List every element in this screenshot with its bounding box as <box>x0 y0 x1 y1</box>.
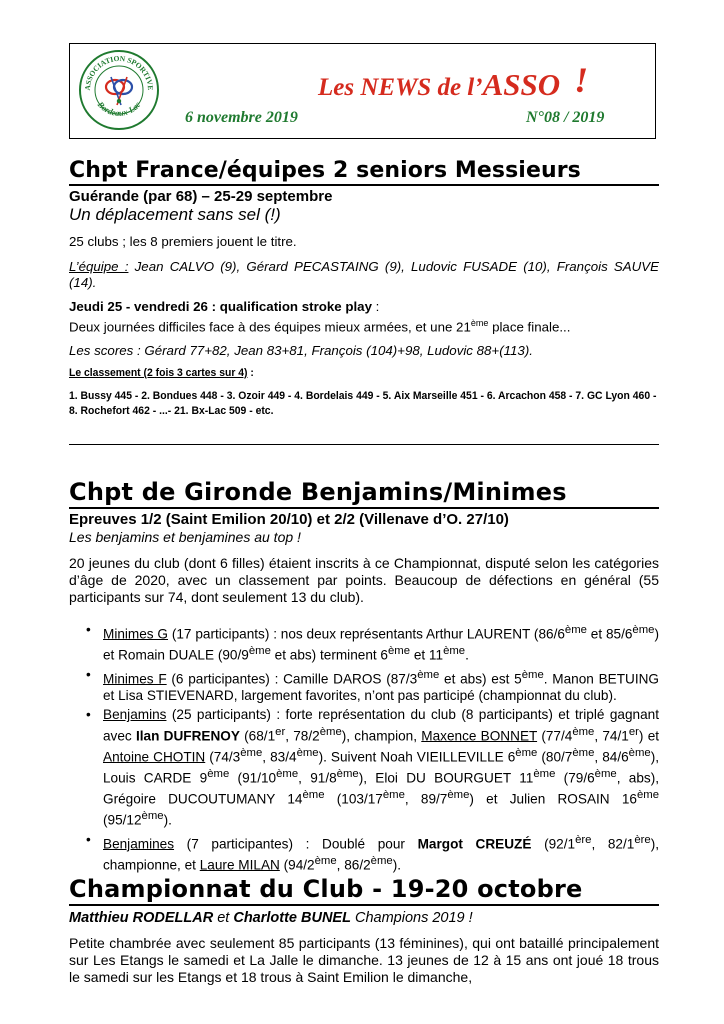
ordinal: ème <box>515 746 538 759</box>
item-text: ). <box>163 812 172 828</box>
item-text: ), Louis CARDE 9 <box>103 749 660 786</box>
logo-text-bottom: Bordeaux-Lac <box>95 99 143 118</box>
category-label: Benjamins <box>103 707 167 723</box>
item-text: (77/4 <box>537 728 573 744</box>
item-text: (25 participants) : forte représentation du club (8 participants) et triplé gagnant avec <box>103 707 659 744</box>
title-part1: Les NEWS de l’ <box>318 74 483 101</box>
section1-tagline: Un déplacement sans sel (!) <box>69 204 281 224</box>
section2-title: Chpt de Gironde Benjamins/Minimes <box>69 478 567 506</box>
item-text: (92/1 <box>531 836 576 852</box>
category-label: Minimes G <box>103 626 169 642</box>
section-gironde-championship <box>69 478 659 877</box>
section3-title-rule <box>69 904 659 906</box>
days-text-a: Deux journées difficiles face à des équipes mieux armées, et une 21 <box>69 318 471 334</box>
item-text: ), champion, <box>341 728 422 744</box>
ranking-label-line <box>69 366 658 381</box>
item-text: . <box>465 647 469 663</box>
item-text: (6 participantes) : Camille DAROS (87/3 <box>166 671 418 687</box>
player-name: Laure MILAN <box>199 857 280 873</box>
item-text: et 11 <box>410 647 444 663</box>
player-name: Maxence BONNET <box>421 728 538 744</box>
title-bang: ! <box>574 60 589 100</box>
days-colon: : <box>371 298 380 314</box>
item-text: , 78/2 <box>285 728 320 744</box>
item-text: (95/12 <box>103 812 142 828</box>
issue-number: N°08 / 2019 <box>526 109 605 126</box>
item-text: ) et Julien ROSAIN 16 <box>469 791 637 807</box>
section1-days <box>69 299 659 335</box>
ordinal: ème <box>443 644 466 657</box>
bullet: • <box>86 666 91 682</box>
ranking-colon: : <box>247 366 254 379</box>
section3-intro: Petite chambrée avec seulement 85 participants (13 féminines), qui ont bataillé principalement sur Les Etangs le samedi et La Jalle le dimanche. 13 jeunes de 12 à 15 ans ont joué 18 trous le samedi sur les Etangs et 18 trous à Saint Emilion le dimanche, <box>69 934 659 985</box>
item-text: et abs) terminent 6 <box>270 647 388 663</box>
section1-title-rule <box>69 184 659 186</box>
ordinal: ème <box>628 746 651 759</box>
bullet: • <box>86 831 91 847</box>
item-text: (91/10 <box>229 770 277 786</box>
item-text: (7 participantes) : Doublé pour <box>174 836 418 852</box>
champion-women: Charlotte BUNEL <box>233 909 351 926</box>
ranking-text: 1. Bussy 445 - 2. Bondues 448 - 3. Ozoir 449 - 4. Bordelais 449 - 5. Aix Marseille 451 - 6. Arcachon 458 - 7. GC Lyon 460 - 8. Rochefort 462 - ...- 21. Bx-Lac 509 - etc. <box>69 389 657 417</box>
winner-name: Margot CREUZÉ <box>417 836 532 852</box>
section2-subhead: Epreuves 1/2 (Saint Emilion 20/10) et 2/2 (Villenave d’O. 27/10) <box>69 510 509 528</box>
ordinal: ème <box>447 788 470 801</box>
list-item-minimes-f <box>69 667 659 705</box>
champion-men: Matthieu RODELLAR <box>69 909 214 926</box>
team-text: Jean CALVO (9), Gérard PECASTAING (9), Ludovic FUSADE (10), François SAUVE (14). <box>69 258 660 290</box>
ordinal: ème <box>632 623 655 636</box>
item-text: (80/7 <box>537 749 573 765</box>
item-text: , 82/1 <box>591 836 635 852</box>
item-text: , abs), Grégoire DUCOUTUMANY 14 <box>103 770 659 807</box>
ordinal: ème <box>276 767 299 780</box>
ordinal: ère <box>575 833 592 846</box>
section-team-championship <box>69 158 659 419</box>
player-name: Antoine CHOTIN <box>103 749 206 765</box>
item-text: , 83/4 <box>262 749 297 765</box>
ordinal: ère <box>634 833 651 846</box>
item-text: ). <box>392 857 402 873</box>
ordinal: er <box>275 725 286 738</box>
ordinal: ème <box>533 767 556 780</box>
ordinal: ème <box>564 623 587 636</box>
item-text: (68/1 <box>239 728 276 744</box>
days-sup: ème <box>470 317 489 328</box>
item-text: ) et <box>638 728 660 744</box>
ordinal: ème <box>141 809 164 822</box>
section-club-championship <box>69 875 659 986</box>
ordinal: ème <box>388 644 411 657</box>
item-text: . Manon BETUING et Lisa STIEVENARD, largement favorites, n’ont pas participé (championnat du club). <box>103 671 659 703</box>
ordinal: ème <box>521 668 544 681</box>
item-text: , 89/7 <box>404 791 448 807</box>
section-separator <box>69 444 659 445</box>
list-item-benjamines <box>69 832 659 874</box>
tagline-text: et <box>213 909 234 926</box>
ordinal: ème <box>417 668 440 681</box>
ordinal: ème <box>382 788 405 801</box>
item-text: ). Suivent Noah VIEILLEVILLE 6 <box>318 749 516 765</box>
item-text: (79/6 <box>555 770 595 786</box>
ordinal: ème <box>594 767 617 780</box>
ordinal: ème <box>240 746 263 759</box>
list-item-minimes-g <box>69 622 659 664</box>
ordinal: ème <box>636 788 660 801</box>
newsletter-title <box>318 62 588 104</box>
ordinal: ème <box>572 746 595 759</box>
section2-intro: 20 jeunes du club (dont 6 filles) étaient inscrits à ce Championnat, disputé selon les catégories d’âge de 2020, avec un classement par points. Beaucoup de défections en général (55 participants sur 74, dont seulement 13 du club). <box>69 554 659 605</box>
list-item-benjamins <box>69 707 659 829</box>
section2-title-rule <box>69 507 659 509</box>
ordinal: ème <box>314 854 337 867</box>
ordinal: ème <box>572 725 595 738</box>
item-text: , 91/8 <box>298 770 337 786</box>
tagline-text: Champions 2019 ! <box>350 909 473 926</box>
item-text: et abs) est 5 <box>439 671 522 687</box>
category-label: Benjamines <box>103 836 175 852</box>
ordinal: ème <box>370 854 393 867</box>
team-label: L’équipe : <box>69 258 129 274</box>
section1-scores: Les scores : Gérard 77+82, Jean 83+81, François (104)+98, Ludovic 88+(113). <box>69 342 533 358</box>
title-part2: ASSO <box>482 67 561 102</box>
ordinal: ème <box>248 644 271 657</box>
newsletter-header <box>69 43 656 139</box>
ordinal: ème <box>302 788 325 801</box>
ordinal: er <box>628 725 639 738</box>
item-text: , 86/2 <box>336 857 371 873</box>
ordinal: ème <box>336 767 359 780</box>
item-text: (17 participants) : nos deux représentants Arthur LAURENT (86/6 <box>168 626 565 642</box>
bullet: • <box>86 621 91 637</box>
item-text: ), Eloi DU BOURGUET 11 <box>358 770 534 786</box>
ordinal: ème <box>319 725 342 738</box>
category-label: Minimes F <box>103 671 167 687</box>
days-text-b: place finale... <box>488 318 571 334</box>
ranking-label: Le classement (2 fois 3 cartes sur 4) <box>69 366 248 379</box>
ordinal: ème <box>296 746 319 759</box>
section2-tagline: Les benjamins et benjamines au top ! <box>69 528 301 545</box>
issue-date: 6 novembre 2019 <box>185 109 298 126</box>
logo-text-top: ASSOCIATION SPORTIVE <box>82 53 156 91</box>
results-list <box>69 622 659 874</box>
item-text: ), championne, et <box>103 836 659 873</box>
item-text: ) et Romain DUALE (90/9 <box>103 626 659 663</box>
ordinal: ème <box>207 767 230 780</box>
section1-title: Chpt France/équipes 2 seniors Messieurs <box>69 158 581 183</box>
winner-name: Ilan DUFRENOY <box>135 728 240 744</box>
item-text: et 85/6 <box>586 626 633 642</box>
section1-subhead: Guérande (par 68) – 25-29 septembre <box>69 187 333 205</box>
association-logo <box>78 49 160 131</box>
days-label: Jeudi 25 - vendredi 26 : qualification stroke play <box>69 298 372 314</box>
item-text: (94/2 <box>279 857 315 873</box>
section3-tagline <box>69 910 659 926</box>
item-text: (103/17 <box>324 791 383 807</box>
section3-title: Championnat du Club - 19-20 octobre <box>69 875 583 903</box>
item-text: , 84/6 <box>594 749 629 765</box>
item-text: , 74/1 <box>594 728 629 744</box>
item-text: (74/3 <box>205 749 241 765</box>
section1-intro: 25 clubs ; les 8 premiers jouent le titre. <box>69 233 297 249</box>
bullet: • <box>86 707 91 723</box>
section1-team <box>69 259 659 291</box>
